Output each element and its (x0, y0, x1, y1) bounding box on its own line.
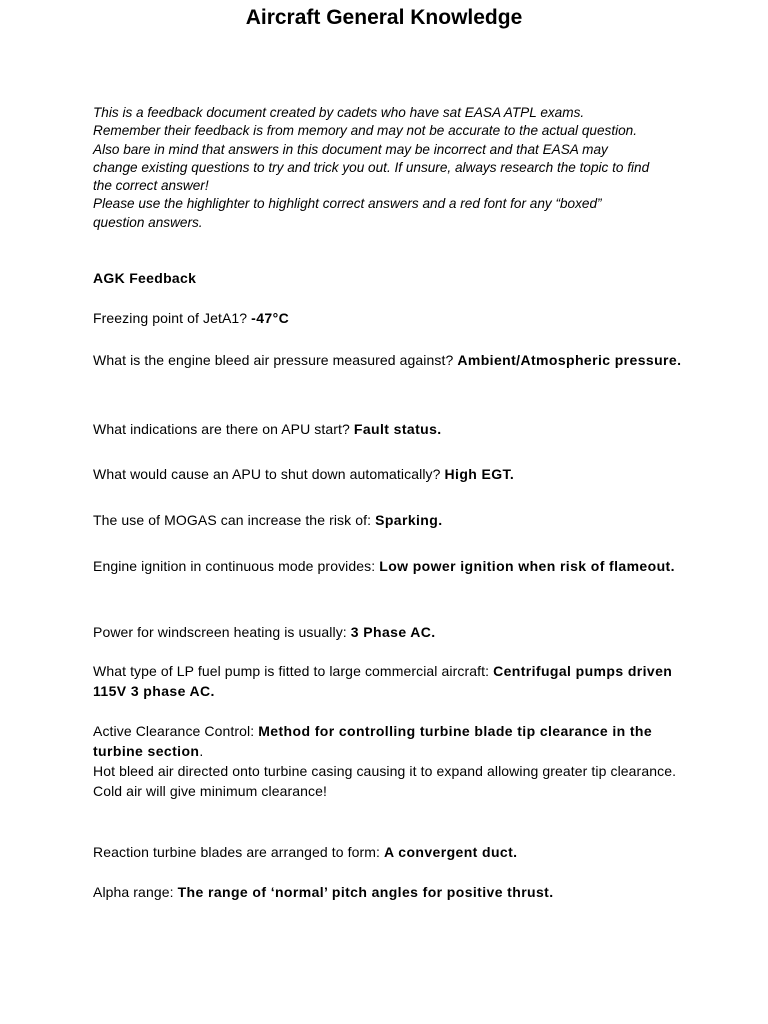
question-text: What would cause an APU to shut down automatically? (93, 466, 445, 482)
answer-suffix: . (199, 743, 204, 759)
answer-text: 3 Phase AC. (350, 624, 436, 640)
explanation-note: Hot bleed air directed onto turbine casing causing it to expand allowing greater tip clearance. (93, 763, 677, 779)
qa-item-reaction-turbine-blades (93, 841, 693, 863)
question-text: Alpha range: (93, 884, 178, 900)
page-title: Aircraft General Knowledge (245, 6, 523, 29)
answer-text: The range of ‘normal’ pitch angles for positive thrust. (177, 884, 554, 900)
answer-text: High EGT. (444, 466, 515, 482)
intro-disclaimer (93, 104, 693, 232)
intro-line: question answers. (93, 214, 203, 230)
intro-line: This is a feedback document created by cadets who have sat EASA ATPL exams. (93, 105, 585, 120)
qa-item-mogas-risk (93, 509, 693, 531)
question-text: The use of MOGAS can increase the risk of: (93, 512, 376, 528)
qa-item-apu-start-indications (93, 418, 693, 440)
intro-line: the correct answer! (93, 178, 209, 194)
section-heading: AGK Feedback (93, 270, 197, 286)
qa-item-continuous-ignition (93, 555, 693, 577)
answer-text: Centrifugal pumps driven 115V 3 phase AC. (93, 663, 673, 699)
answer-text: Ambient/Atmospheric pressure. (457, 352, 682, 368)
qa-item-active-clearance-control (93, 721, 693, 801)
intro-line: Remember their feedback is from memory and may not be accurate to the actual question. (93, 123, 638, 139)
qa-item-bleed-air-pressure (93, 349, 693, 371)
question-text: What is the engine bleed air pressure measured against? (93, 352, 458, 368)
answer-text: Fault status. (353, 421, 442, 437)
qa-item-apu-auto-shutdown (93, 463, 693, 485)
answer-text: Sparking. (375, 512, 443, 528)
intro-line: Please use the highlighter to highlight correct answers and a red font for any “boxed” (93, 196, 602, 212)
question-text: What type of LP fuel pump is fitted to large commercial aircraft: (93, 663, 494, 679)
answer-text: A convergent duct. (383, 844, 518, 860)
question-text: Reaction turbine blades are arranged to form: (93, 844, 384, 860)
answer-text: Low power ignition when risk of flameout. (379, 558, 675, 574)
explanation-note: Cold air will give minimum clearance! (93, 783, 327, 799)
qa-item-alpha-range (93, 881, 693, 903)
answer-text: Method for controlling turbine blade tip clearance in the turbine section (93, 723, 653, 759)
intro-line: Also bare in mind that answers in this document may be incorrect and that EASA may (93, 141, 608, 157)
question-text: What indications are there on APU start? (93, 421, 354, 437)
question-text: Freezing point of JetA1? (93, 310, 252, 326)
qa-item-jeta1-freezing-point (93, 307, 693, 329)
qa-item-lp-fuel-pump (93, 661, 693, 701)
answer-text: -47°C (251, 310, 290, 326)
question-text: Active Clearance Control: (93, 723, 259, 739)
intro-line: change existing questions to try and trick you out. If unsure, always research the topic to find (93, 159, 650, 175)
question-text: Engine ignition in continuous mode provides: (93, 558, 380, 574)
qa-item-windscreen-heating (93, 621, 693, 643)
question-text: Power for windscreen heating is usually: (93, 624, 351, 640)
